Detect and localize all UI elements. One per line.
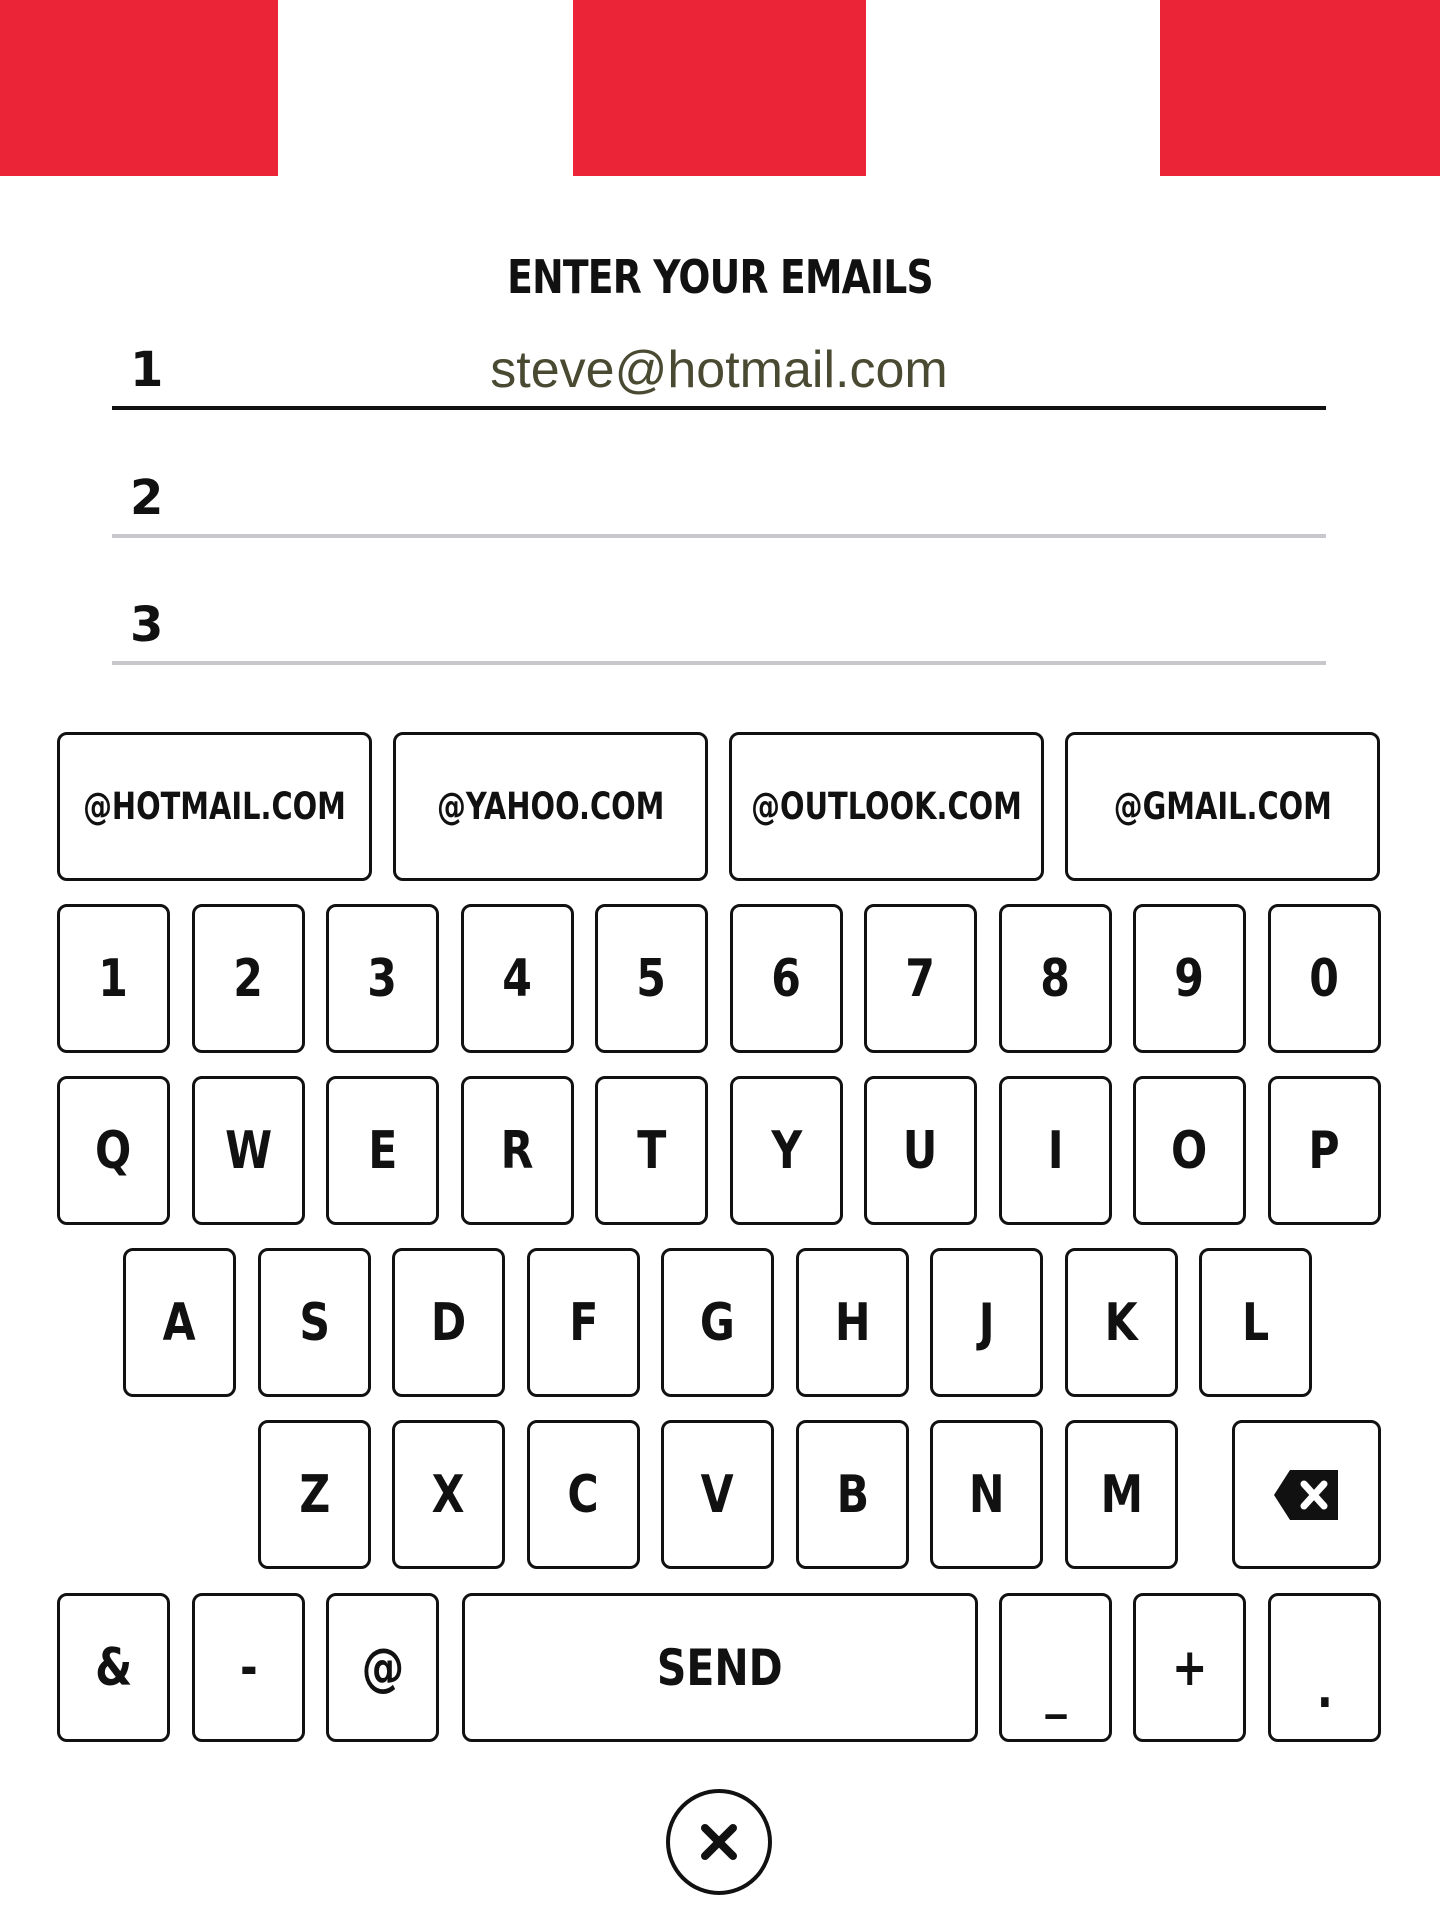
key-label: 8 <box>1040 948 1071 1009</box>
key-8[interactable] <box>999 904 1112 1053</box>
key-label: S <box>299 1292 330 1353</box>
key-label: 0 <box>1309 948 1340 1009</box>
key-x[interactable] <box>392 1420 505 1569</box>
email-field-3[interactable] <box>112 597 1326 665</box>
key-label: A <box>162 1292 197 1353</box>
key-at[interactable] <box>326 1593 439 1742</box>
key-o[interactable] <box>1133 1076 1246 1225</box>
key-q[interactable] <box>57 1076 170 1225</box>
key-label: W <box>224 1120 273 1181</box>
key-c[interactable] <box>527 1420 640 1569</box>
key-d[interactable] <box>392 1248 505 1397</box>
key-label: C <box>567 1464 600 1525</box>
send-button[interactable] <box>462 1593 978 1742</box>
key-3[interactable] <box>326 904 439 1053</box>
key-m[interactable] <box>1065 1420 1178 1569</box>
key-label: - <box>239 1637 258 1698</box>
red-stripe <box>1160 0 1440 176</box>
key-i[interactable] <box>999 1076 1112 1225</box>
key-e[interactable] <box>326 1076 439 1225</box>
key-s[interactable] <box>258 1248 371 1397</box>
domain-key-outlook[interactable] <box>729 732 1044 881</box>
key-5[interactable] <box>595 904 708 1053</box>
header-stripes <box>0 0 1440 176</box>
key-label: F <box>568 1292 599 1353</box>
key-hyphen[interactable] <box>192 1593 305 1742</box>
key-label: @ <box>361 1637 404 1698</box>
key-a[interactable] <box>123 1248 236 1397</box>
key-l[interactable] <box>1199 1248 1312 1397</box>
key-label: @YAHOO.COM <box>436 785 665 828</box>
key-j[interactable] <box>930 1248 1043 1397</box>
key-y[interactable] <box>730 1076 843 1225</box>
key-w[interactable] <box>192 1076 305 1225</box>
key-label: & <box>94 1637 133 1698</box>
key-label: R <box>501 1120 534 1181</box>
key-label: @GMAIL.COM <box>1113 785 1332 828</box>
key-f[interactable] <box>527 1248 640 1397</box>
key-label: _ <box>1044 1659 1067 1720</box>
key-b[interactable] <box>796 1420 909 1569</box>
key-7[interactable] <box>864 904 977 1053</box>
key-p[interactable] <box>1268 1076 1381 1225</box>
key-n[interactable] <box>930 1420 1043 1569</box>
key-label: 9 <box>1174 948 1205 1009</box>
key-label: X <box>432 1464 465 1525</box>
key-label: 2 <box>233 948 264 1009</box>
key-label: 1 <box>98 948 129 1009</box>
key-u[interactable] <box>864 1076 977 1225</box>
key-v[interactable] <box>661 1420 774 1569</box>
key-label: D <box>430 1292 467 1353</box>
red-stripe <box>573 0 866 176</box>
key-r[interactable] <box>461 1076 574 1225</box>
domain-key-yahoo[interactable] <box>393 732 708 881</box>
key-label: J <box>978 1292 995 1353</box>
key-label: H <box>834 1292 871 1353</box>
key-label: L <box>1241 1292 1270 1353</box>
key-label: SEND <box>657 1638 783 1697</box>
red-stripe <box>0 0 278 176</box>
key-k[interactable] <box>1065 1248 1178 1397</box>
key-0[interactable] <box>1268 904 1381 1053</box>
key-label: B <box>836 1464 869 1525</box>
key-4[interactable] <box>461 904 574 1053</box>
key-ampersand[interactable] <box>57 1593 170 1742</box>
key-label: Q <box>95 1120 132 1181</box>
backspace-key[interactable] <box>1232 1420 1381 1569</box>
key-6[interactable] <box>730 904 843 1053</box>
key-label: P <box>1308 1120 1341 1181</box>
page-title: ENTER YOUR EMAILS <box>507 250 933 304</box>
key-h[interactable] <box>796 1248 909 1397</box>
key-label: 3 <box>367 948 398 1009</box>
key-z[interactable] <box>258 1420 371 1569</box>
key-1[interactable] <box>57 904 170 1053</box>
key-period[interactable] <box>1268 1593 1381 1742</box>
domain-key-hotmail[interactable] <box>57 732 372 881</box>
key-label: 6 <box>771 948 802 1009</box>
key-t[interactable] <box>595 1076 708 1225</box>
key-label: 4 <box>502 948 533 1009</box>
key-label: V <box>700 1464 735 1525</box>
key-label: Z <box>299 1464 330 1525</box>
key-label: 7 <box>905 948 936 1009</box>
key-label: U <box>903 1120 938 1181</box>
key-label: @OUTLOOK.COM <box>751 785 1022 828</box>
key-label: N <box>968 1464 1005 1525</box>
key-label: O <box>1171 1120 1208 1181</box>
domain-key-gmail[interactable] <box>1065 732 1380 881</box>
key-plus[interactable] <box>1133 1593 1246 1742</box>
close-button[interactable] <box>666 1789 772 1895</box>
field-underline <box>112 534 1326 538</box>
key-label: 5 <box>636 948 667 1009</box>
key-label: . <box>1316 1659 1333 1720</box>
email-field-2[interactable] <box>112 470 1326 538</box>
key-label: I <box>1047 1120 1064 1181</box>
email-value: steve@hotmail.com <box>490 341 948 399</box>
key-label: @HOTMAIL.COM <box>83 785 346 828</box>
key-label: K <box>1104 1292 1139 1353</box>
key-2[interactable] <box>192 904 305 1053</box>
field-underline <box>112 661 1326 665</box>
key-g[interactable] <box>661 1248 774 1397</box>
field-underline <box>112 406 1326 410</box>
email-number: 1 <box>130 342 164 398</box>
close-icon <box>699 1822 739 1862</box>
key-label: E <box>367 1120 398 1181</box>
key-9[interactable] <box>1133 904 1246 1053</box>
key-label: T <box>636 1120 667 1181</box>
key-label: G <box>699 1292 736 1353</box>
email-number: 2 <box>130 470 164 526</box>
key-underscore[interactable] <box>999 1593 1112 1742</box>
key-label: + <box>1171 1637 1208 1698</box>
email-number: 3 <box>130 597 164 653</box>
email-field-1[interactable] <box>112 341 1326 410</box>
backspace-icon <box>1272 1468 1342 1522</box>
key-label: Y <box>771 1120 802 1181</box>
key-label: M <box>1100 1464 1143 1525</box>
